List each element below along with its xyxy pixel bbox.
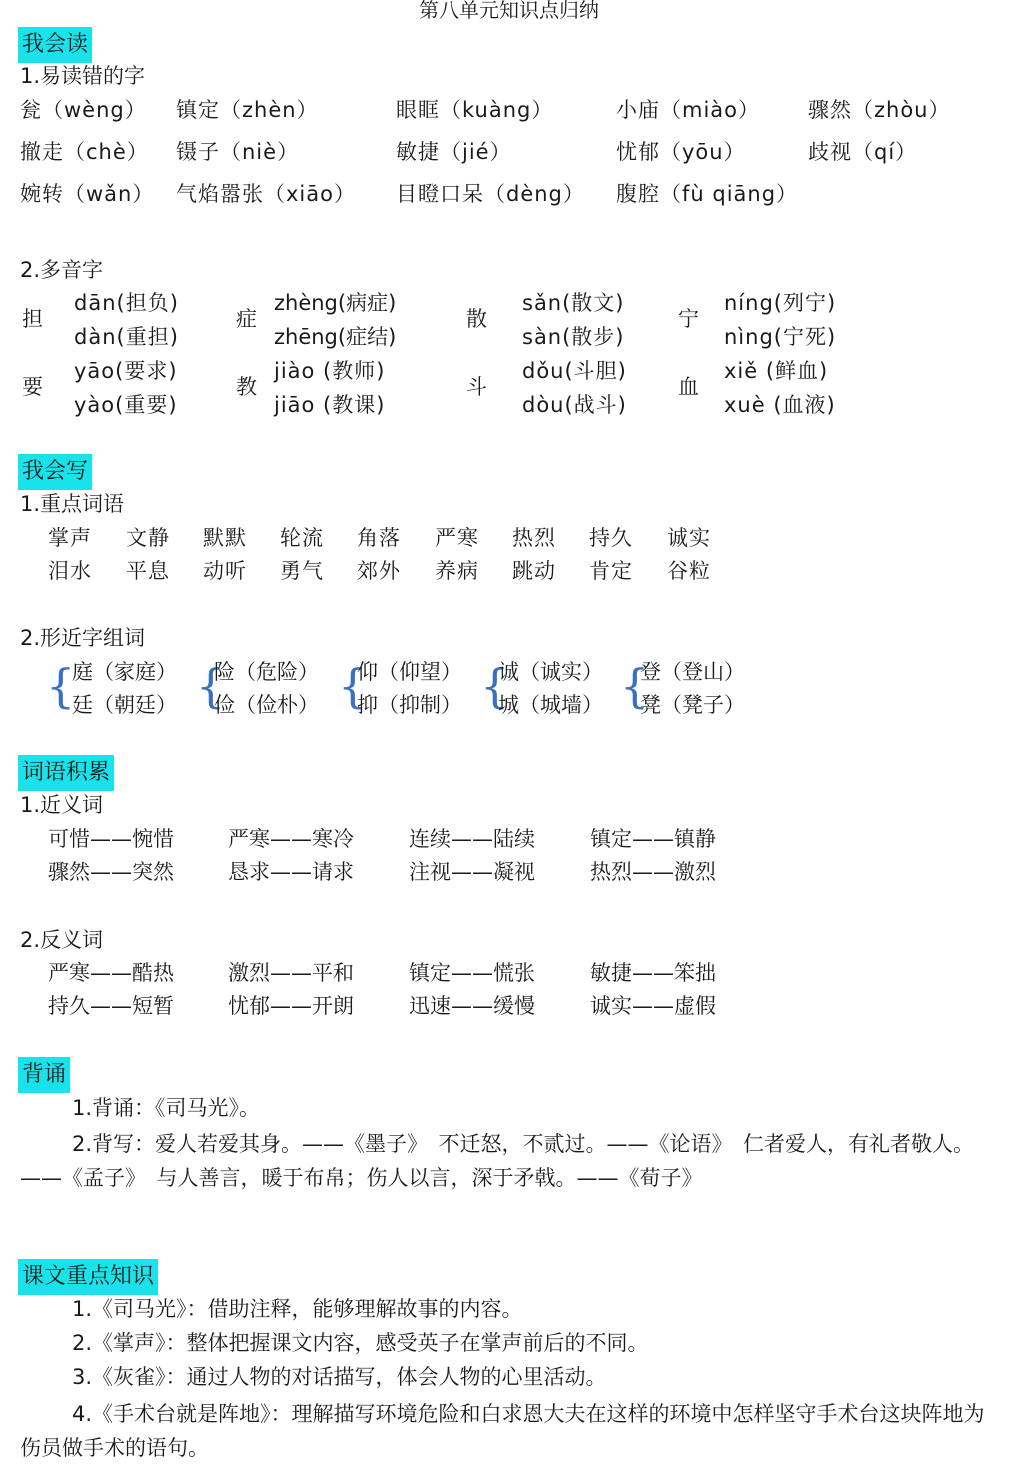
brace-icon: { [196,659,226,713]
synonym-pair: 连续——陆续 [409,827,535,851]
read-item: 眼眶（kuàng） [396,98,554,122]
text-item: 4.《手术台就是阵地》：理解描写环境危险和白求恩大夫在这样的环境中怎样坚守手术台这块阵地为伤员做手术的语句。 [20,1402,985,1460]
write2-heading: 2.形近字组词 [20,626,146,650]
polyphone-reading: dǒu(斗胆) [522,359,627,383]
polyphone-char: 症 [236,307,257,331]
synonym-pair: 可惜——惋惜 [48,827,174,851]
synonym-heading: 1.近义词 [20,793,104,817]
polyphone-reading: xuè (血液) [724,393,836,417]
read-item: 小庙（miào） [616,98,761,122]
polyphone-reading: dān(担负) [74,291,179,315]
polyphone-reading: dàn(重担) [74,325,179,349]
synonym-pair: 骤然——突然 [48,860,174,884]
recite-item: 1.背诵：《司马光》。 [72,1096,261,1120]
polyphone-reading: zhèng(病症) [274,291,397,315]
polyphone-char: 散 [466,307,487,331]
antonym-pair: 镇定——慌张 [409,961,535,985]
synonym-pair: 恳求——请求 [228,860,354,884]
read-item: 镇定（zhèn） [176,98,319,122]
synonym-pair: 热烈——激烈 [590,860,716,884]
read-item: 镊子（niè） [176,140,300,164]
antonym-pair: 诚实——虚假 [590,994,716,1018]
page-title: 第八单元知识点归纳 [419,0,599,22]
section-heading-read: 我会读 [18,27,92,63]
word: 养病 [435,559,479,583]
word: 轮流 [280,526,324,550]
antonym-pair: 忧郁——开朗 [228,994,354,1018]
similar-char-word: 廷（朝廷） [72,693,177,717]
word: 严寒 [435,526,479,550]
brace-icon: { [620,659,650,713]
word: 谷粒 [667,559,711,583]
word: 泪水 [48,559,92,583]
section-heading-words: 词语积累 [18,755,114,791]
antonym-pair: 严寒——酷热 [48,961,174,985]
word: 动听 [203,559,247,583]
polyphone-char: 血 [678,375,699,399]
read-item: 敏捷（jié） [396,140,512,164]
word: 掌声 [48,526,92,550]
polyphone-reading: xiě (鲜血) [724,359,829,383]
read-item: 婉转（wǎn） [20,182,155,206]
text-item: 2.《掌声》：整体把握课文内容，感受英子在掌声前后的不同。 [72,1331,649,1355]
synonym-pair: 严寒——寒冷 [228,827,354,851]
read-item: 撤走（chè） [20,140,149,164]
read-item: 腹腔（fù qiāng） [616,182,799,206]
antonym-pair: 持久——短暂 [48,994,174,1018]
polyphone-char: 宁 [678,307,699,331]
read-item: 骤然（zhòu） [808,98,951,122]
word: 肯定 [589,559,633,583]
polyphone-reading: jiāo (教课) [274,393,386,417]
polyphone-reading: dòu(战斗) [522,393,627,417]
polyphone-reading: sàn(散步) [522,325,625,349]
read-item: 歧视（qí） [808,140,918,164]
polyphone-reading: jiào (教师) [274,359,386,383]
similar-char-word: 诚（诚实） [498,660,603,684]
polyphone-char: 要 [22,375,43,399]
antonym-heading: 2.反义词 [20,928,104,952]
polyphone-char: 担 [22,307,43,331]
polyphone-reading: zhēng(症结) [274,325,397,349]
polyphone-reading: yào(重要) [74,393,178,417]
synonym-pair: 镇定——镇静 [590,827,716,851]
polyphone-reading: níng(列宁) [724,291,837,315]
text-item: 1.《司马光》：借助注释，能够理解故事的内容。 [72,1297,523,1321]
word: 跳动 [512,559,556,583]
antonym-pair: 迅速——缓慢 [409,994,535,1018]
word: 文静 [126,526,170,550]
word: 角落 [357,526,401,550]
read-item: 瓮（wèng） [20,98,147,122]
read-item: 目瞪口呆（dèng） [396,182,585,206]
antonym-pair: 敏捷——笨拙 [590,961,716,985]
similar-char-word: 凳（凳子） [640,693,745,717]
similar-char-word: 仰（仰望） [357,660,462,684]
read2-heading: 2.多音字 [20,258,104,282]
antonym-pair: 激烈——平和 [228,961,354,985]
similar-char-word: 登（登山） [640,660,745,684]
word: 诚实 [667,526,711,550]
word: 默默 [203,526,247,550]
word: 持久 [589,526,633,550]
similar-char-word: 庭（家庭） [72,660,177,684]
similar-char-word: 俭（俭朴） [214,693,319,717]
synonym-pair: 注视——凝视 [409,860,535,884]
write1-heading: 1.重点词语 [20,492,125,516]
polyphone-reading: yāo(要求) [74,359,178,383]
brace-icon: { [480,659,510,713]
brace-icon: { [338,659,368,713]
polyphone-reading: sǎn(散文) [522,291,625,315]
word: 勇气 [280,559,324,583]
read1-heading: 1.易读错的字 [20,64,146,88]
similar-char-word: 抑（抑制） [357,693,462,717]
polyphone-char: 斗 [466,375,487,399]
word: 郊外 [357,559,401,583]
similar-char-word: 城（城墙） [498,693,603,717]
polyphone-char: 教 [236,375,257,399]
recite-item: 2.背写：爱人若爱其身。——《墨子》 不迁怒，不贰过。——《论语》 仁者爱人，有礼者敬人。——《孟子》 与人善言，暖于布帛；伤人以言，深于矛戟。——《荀子》 [20,1132,975,1190]
section-heading-write: 我会写 [18,454,92,490]
read-item: 气焰嚣张（xiāo） [176,182,356,206]
word: 热烈 [512,526,556,550]
read-item: 忧郁（yōu） [616,140,746,164]
section-heading-text: 课文重点知识 [18,1259,158,1295]
similar-char-word: 险（危险） [214,660,319,684]
text-item: 3.《灰雀》：通过人物的对话描写，体会人物的心里活动。 [72,1365,607,1389]
brace-icon: { [46,659,76,713]
section-heading-recite: 背诵 [18,1057,70,1093]
polyphone-reading: nìng(宁死) [724,325,837,349]
word: 平息 [126,559,170,583]
